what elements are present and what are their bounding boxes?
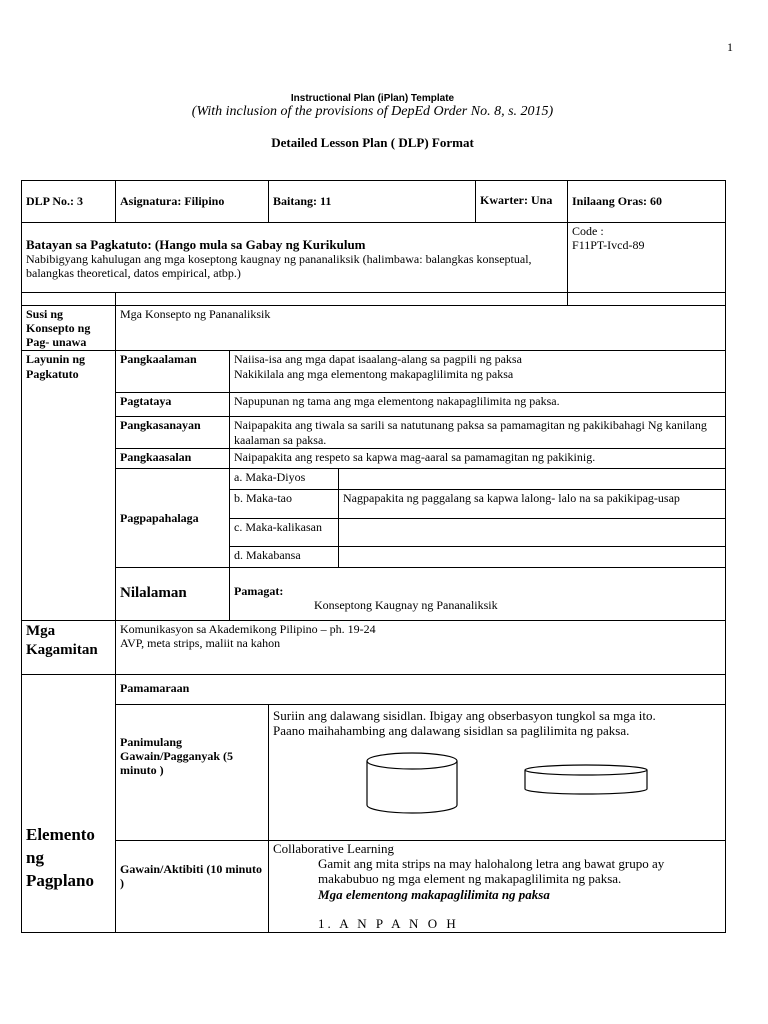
pangkaalaman-line: Naiisa-isa ang mga dapat isaalang-alang sa pagpili ng paksa [234, 352, 522, 367]
kagamitan-line: AVP, meta strips, maliit na kahon [120, 635, 281, 650]
pagtataya-label: Pagtataya [116, 393, 230, 417]
inilaang-oras: Inilaang Oras: 60 [568, 181, 726, 223]
kagamitan-cell [116, 620, 726, 674]
panimula-label: Panimulang Gawain/Pagganyak (5 minuto ) [116, 704, 269, 840]
pagtataya-value: Napupunan ng tama ang mga elementong nakapaglilimita ng paksa. [230, 393, 726, 417]
blank-cell [22, 293, 116, 306]
elemento-label: Elemento ng Pagplano [22, 674, 116, 933]
gawain-line: Gamit ang mita strips na may halohalong letra ang bawat grupo ay makabubuo ng mga element ng makapaglilimita ng paksa. [318, 856, 665, 887]
template-title: Instructional Plan (iPlan) Template [290, 93, 455, 104]
pangkaasalan-label: Pangkaasalan [116, 448, 230, 468]
pagpapahalaga-label: Pagpapahalaga [116, 468, 230, 567]
gawain-line: Mga elementong makapaglilimita ng paksa [318, 886, 550, 902]
baitang: Baitang: 11 [269, 181, 476, 223]
panimula-cell [269, 704, 726, 840]
blank-cell [568, 293, 726, 306]
code-value: F11PT-Ivcd-89 [572, 238, 645, 253]
kwarter: Kwarter: Una [476, 181, 568, 223]
susi-value: Mga Konsepto ng Pananaliksik [116, 306, 726, 351]
value-makabansa: d. Makabansa [230, 546, 339, 567]
page-number: 1 [727, 40, 733, 54]
lesson-plan-table [21, 180, 726, 933]
containers-illustration [273, 742, 713, 824]
code-label: Code : [572, 224, 604, 238]
layunin-label: Layunin ng Pagkatuto [22, 351, 116, 620]
kagamitan-line: Komunikasyon sa Akademikong Pilipino – ph. 19-24 [120, 621, 376, 636]
blank-cell [116, 293, 568, 306]
gawain-line: Collaborative Learning [273, 840, 394, 856]
gawain-item: 1. A N P A N O H [318, 916, 459, 932]
pangkaalaman-label: Pangkaalaman [116, 351, 230, 393]
short-cylinder-icon [525, 765, 647, 794]
pamagat-value: Konseptong Kaugnay ng Pananaliksik [314, 597, 498, 612]
format-title: Detailed Lesson Plan ( DLP) Format [271, 135, 474, 150]
pangkasanayan-value: Naipapakita ang tiwala sa sarili sa natutunang paksa sa pamamagitan ng pakikibahagi Ng kanilang kaalaman sa paksa. [230, 417, 726, 448]
value-maka-diyos: a. Maka-Diyos [230, 468, 339, 489]
value-maka-kalikasan: c. Maka-kalikasan [230, 518, 339, 546]
value-maka-tao-text: Nagpapakita ng paggalang sa kapwa lalong- lalo na sa pakikipag-usap [339, 489, 726, 518]
gawain-label: Gawain/Aktibiti (10 minuto ) [116, 840, 269, 933]
panimula-text: Suriin ang dalawang sisidlan. Ibigay ang obserbasyon tungkol sa mga ito. [273, 707, 656, 723]
pamagat-label: Pamagat: [234, 583, 284, 598]
nilalaman-label: Nilalaman [116, 567, 230, 620]
pangkaasalan-value: Naipapakita ang respeto sa kapwa mag-aaral sa pamamagitan ng pakikinig. [230, 448, 726, 468]
kagamitan-label: Mga Kagamitan [22, 620, 116, 674]
code-cell [568, 223, 726, 293]
dlp-no: DLP No.: 3 [22, 181, 116, 223]
gawain-cell [269, 840, 726, 933]
pangkasanayan-label: Pangkasanayan [116, 417, 230, 448]
batayan-text: Nabibigyang kahulugan ang mga koseptong kaugnay ng pananaliksik (halimbawa: balangkas konseptual, balangkas theoretical, datos empirical, atbp.) [26, 252, 532, 281]
value-maka-tao: b. Maka-tao [230, 489, 339, 518]
pangkaalaman-line: Nakikilala ang mga elementong makapaglilimita ng paksa [234, 366, 514, 381]
tall-cylinder-icon [367, 753, 457, 813]
pamamaraan-label: Pamamaraan [116, 674, 726, 704]
asignatura: Asignatura: Filipino [116, 181, 269, 223]
panimula-text: Paano maihahambing ang dalawang sisidlan sa paglilimita ng paksa. [273, 723, 630, 739]
value-makabansa-text [339, 546, 726, 567]
subtitle: (With inclusion of the provisions of DepEd Order No. 8, s. 2015) [191, 104, 554, 119]
value-maka-kalikasan-text [339, 518, 726, 546]
susi-label: Susi ng Konsepto ng Pag- unawa [22, 306, 116, 351]
batayan-cell [22, 223, 568, 293]
pangkaalaman-value [230, 351, 726, 393]
value-maka-diyos-text [339, 468, 726, 489]
batayan-title: Batayan sa Pagkatuto: (Hango mula sa Gabay ng Kurikulum [26, 237, 366, 252]
nilalaman-cell [230, 567, 726, 620]
